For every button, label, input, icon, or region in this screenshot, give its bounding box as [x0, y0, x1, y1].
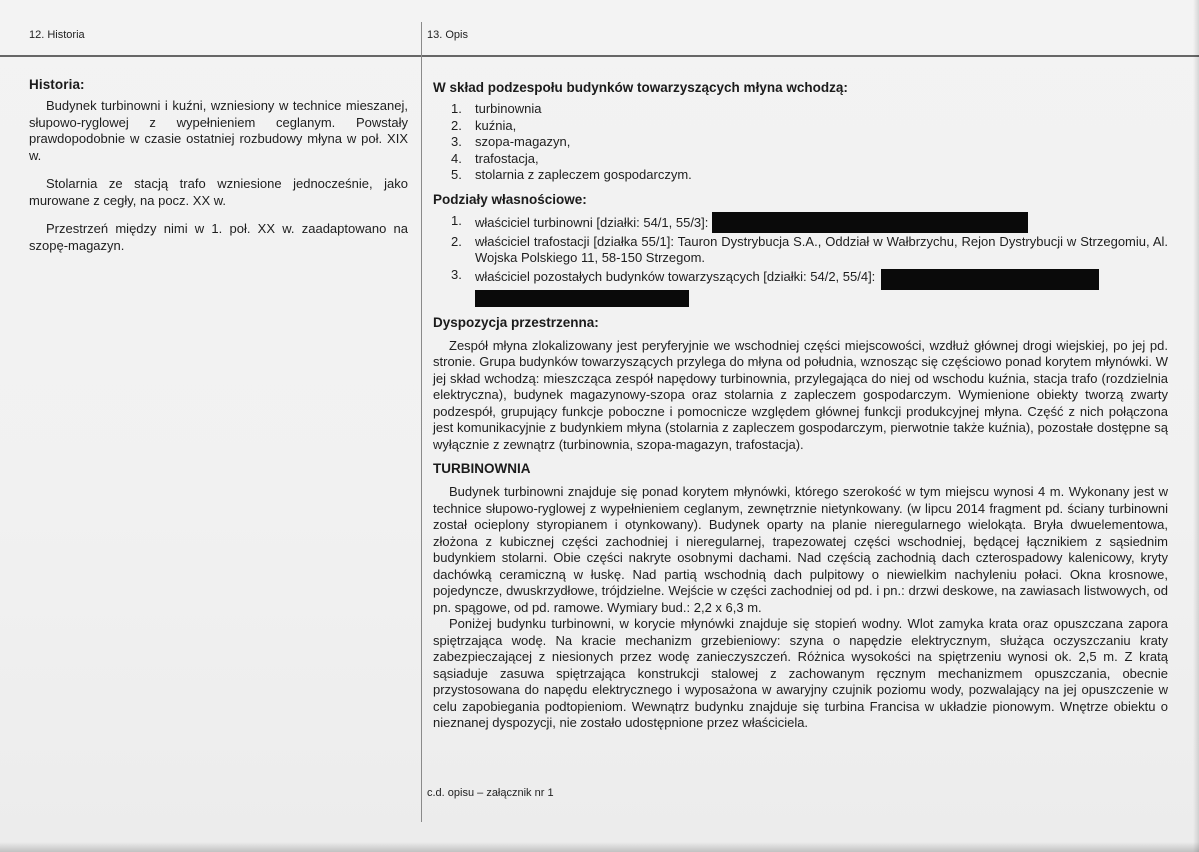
list-item: 3. szopa-magazyn, [451, 134, 571, 149]
turbinownia-heading: TURBINOWNIA [433, 461, 531, 476]
list-item: 3. właściciel pozostałych budynków towarzyszących [działki: 54/2, 55/4]: [433, 267, 1168, 307]
column-divider [421, 22, 422, 822]
page-bottom-shadow [0, 842, 1199, 852]
sklad-list [433, 101, 1168, 184]
page-right-shadow [1193, 0, 1199, 852]
header-rule [0, 55, 1199, 57]
historia-paragraph: Budynek turbinowni i kuźni, wzniesiony w technice mieszanej, słupowo-ryglowej z wypełnieniem ceglanym. Powstały prawdopodobnie w czasie ostatniej rozbudowy młyna w poł. XIX w. [29, 98, 408, 163]
list-item: 4. trafostacja, [451, 150, 539, 166]
dyspozycja-heading: Dyspozycja przestrzenna: [433, 314, 599, 330]
turbinownia-paragraph: Poniżej budynku turbinowni, w korycie młynówki znajduje się stopień wodny. Wlot zamyka krata oraz opuszczana zapora spiętrzająca wodę. Na kracie mechanizm grzebieniowy: szyna o napędzie elektrycznym, służąca oczyszczaniu kraty zabezpieczającej z niesionych przez wodę zanieczyszczeń. Różnica wysokości na spiętrzeniu wynosi ok. 2,5 m. Z kratą sąsiaduje zasuwa spiętrzająca konstrukcji stalowej z zachowanym ręcznym mechanizmem opuszczania, obecnie przystosowana do napędu elektrycznego i wyposażona w awaryjny czujnik poziomu wody, pozwalający na jej opuszczenie w celu zapobiegania podtopieniom. Wewnątrz budynku znajduje się turbina Francisa w układzie pionowym. Wnętrze obiektu o nieznanej dyspozycji, nie zostało udostępnione przez właściciela. [433, 616, 1168, 730]
dyspozycja-paragraph: Zespół młyna zlokalizowany jest peryferyjnie we wschodniej części miejscowości, wzdłuż głównej drogi wiejskiej, po jej pd. stronie. Grupa budynków towarzyszących przylega do młyna od południa, wznosząc się częściowo ponad korytem młynówki. W jej skład wchodzą: mieszcząca zespół napędowy turbinownia, przylegająca do niej od wschodu kuźnia, stacja trafo (rozdzielnia elektryczna), budynek magazynowy-szopa oraz stolarnia z zapleczem gospodarczym. Wymienione obiekty tworzą zwarty podzespół, grupujący funkcje poboczne i pomocnicze względem głównej funkcji produkcyjnej młyna. Część z nich połączona jest komunikacyjnie z budynkiem młyna (stolarnia z zapleczem gospodarczym, pierwotnie także kuźnia), pozostałe dostępne są wyłącznie z zewnątrz (turbinownia, szopa-magazyn, trafostacja). [433, 337, 1168, 452]
list-item: 1. turbinownia [451, 101, 542, 116]
historia-paragraph: Przestrzeń między nimi w 1. poł. XX w. zaadaptowano na szopę-magazyn. [29, 221, 408, 253]
historia-section [29, 77, 408, 266]
list-item: 5. stolarnia z zapleczem gospodarczym. [451, 167, 692, 182]
owners-list [433, 213, 1168, 307]
opis-section [433, 80, 1168, 732]
left-column-header: 12. Historia [29, 29, 85, 41]
turbinownia-paragraph: Budynek turbinowni znajduje się ponad korytem młynówki, którego szerokość w tym miejscu wynosi 4 m. Wykonany jest w technice słupowo-ryglowej z wypełnieniem ceglanym, zewnętrznie nietynkowany. (w lipcu 2014 fragment pd. ściany turbinowni został ocieplony styropianem i otynkowany). Budynek oparty na planie nieregularnego wielokąta. Bryła dwuelementowa, złożona z kubicznej części zachodniej i nieregularnej, trapezowatej części wschodniej, będącej łącznikiem z sąsiednim budynkiem stolarni. Obie części nakryte osobnymi dachami. Nad częścią zachodnią dach czterospadowy kalenicowy, kryty dachówką ceramiczną w łuskę. Nad partią wschodnią dach pulpitowy o niewielkim nachyleniu połaci. Okna krosnowe, pojedyncze, dwuskrzydłowe, trójdzielne. Wejście w części zachodniej od pd. i pn.: drzwi deskowe, na zawiasach listwowych, od pn. spągowe, od pd. ramowe. Wymiary bud.: 2,2 x 6,3 m. [433, 484, 1168, 615]
footer-note: c.d. opisu – załącznik nr 1 [427, 787, 554, 799]
right-column-header: 13. Opis [427, 29, 468, 41]
redaction-bar [881, 269, 1099, 290]
list-item: 2. kuźnia, [451, 117, 517, 133]
list-item: 1. właściciel turbinowni [działki: 54/1, 55/3]: [433, 213, 1168, 234]
historia-paragraph: Stolarnia ze stacją trafo wzniesione jednocześnie, jako murowane z cegły, na pocz. XX w. [29, 176, 408, 208]
historia-title: Historia: [29, 77, 85, 92]
list-item: 2. właściciel trafostacji [działka 55/1]: Tauron Dystrybucja S.A., Oddział w Wałbrzychu, Rejon Dystrybucji w Strzegomiu, Al. Wojska Polskiego 11, 58-150 Strzegom. [451, 233, 1168, 265]
podzialy-heading: Podziały własnościowe: [433, 191, 587, 207]
redaction-bar [475, 290, 689, 307]
sklad-heading: W skład podzespołu budynków towarzyszących młyna wchodzą: [433, 80, 848, 95]
redaction-bar [712, 212, 1028, 233]
